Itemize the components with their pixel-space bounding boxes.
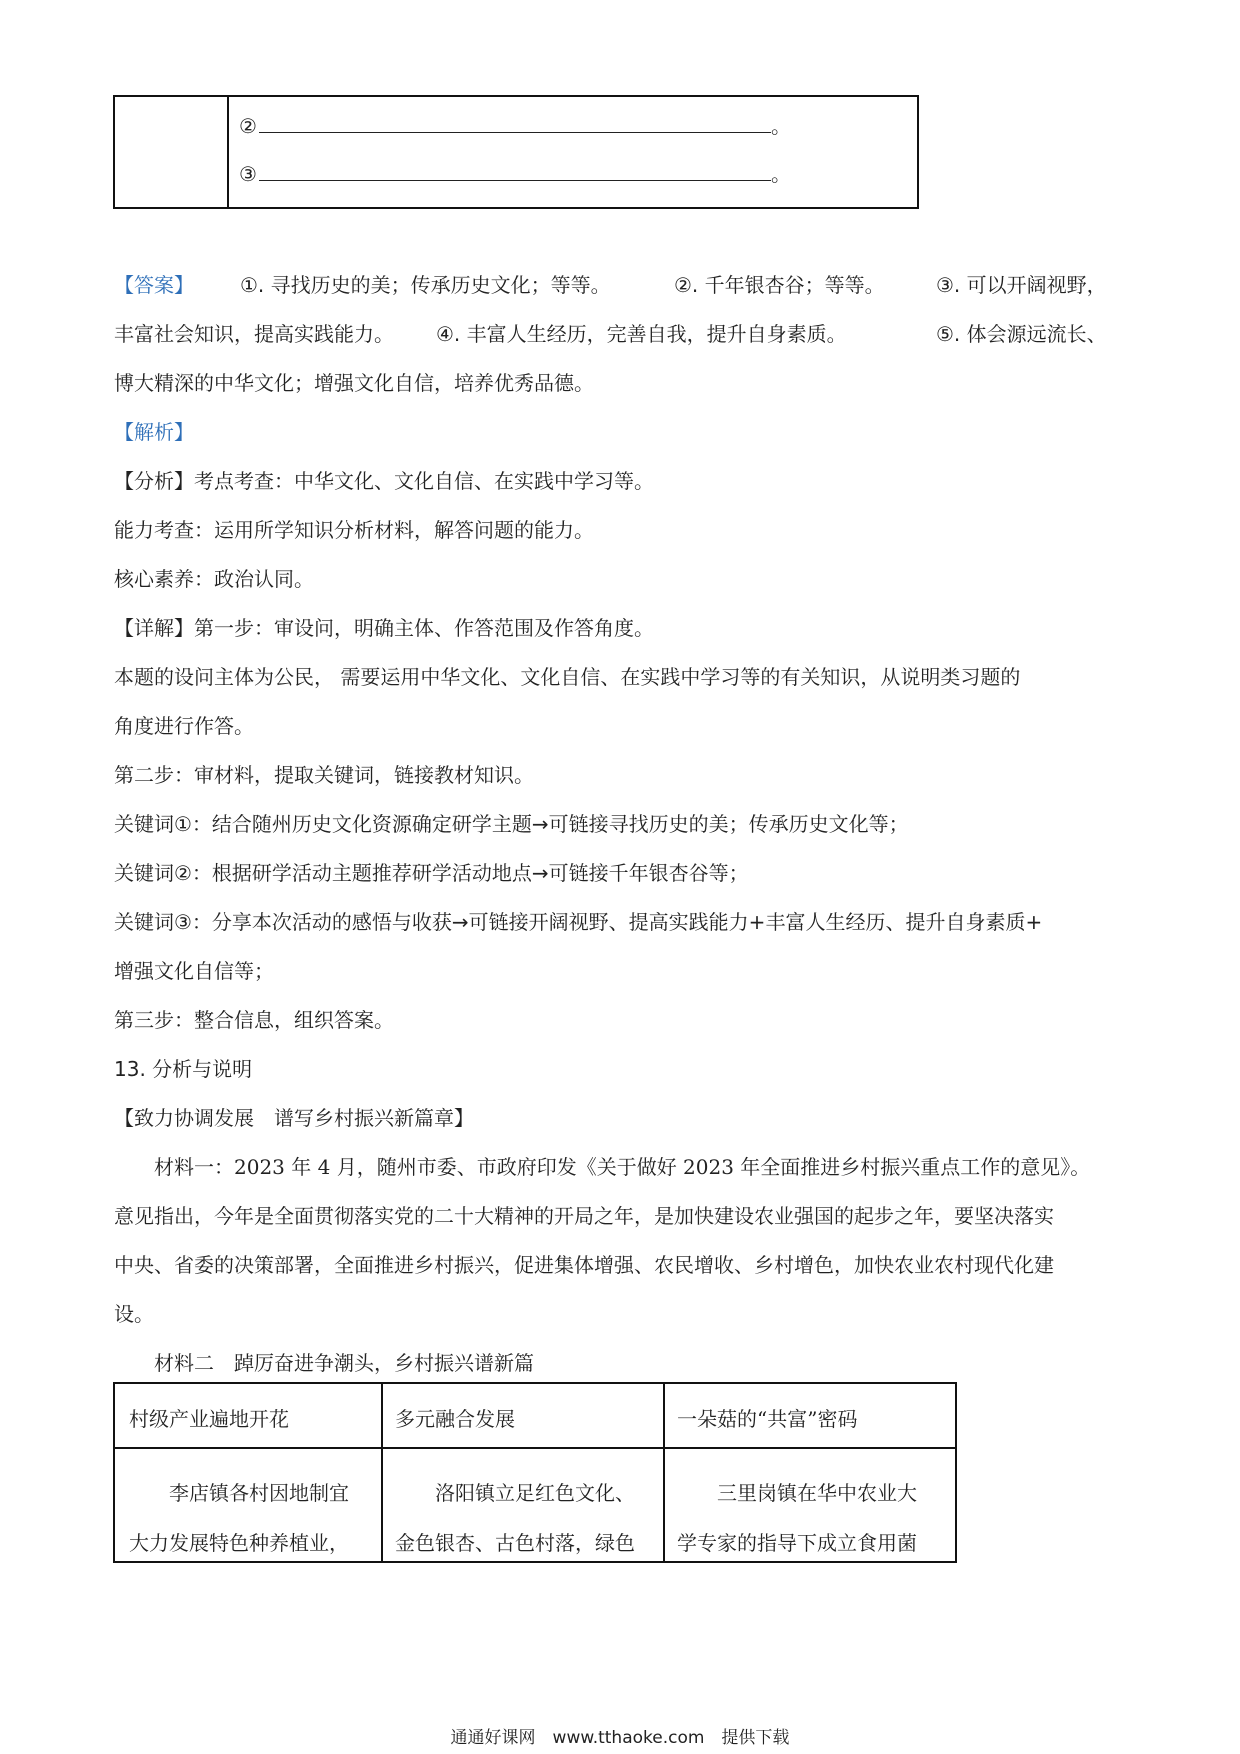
analysis-label: 【解析】 [114, 420, 194, 444]
material-1-line: 意见指出，今年是全面贯彻落实党的二十大精神的开局之年，是加快建设农业强国的起步之年，要坚决落实 [114, 1204, 1054, 1228]
table-cell: 李店镇各村因地制宜 大力发展特色种养植业， [129, 1481, 349, 1555]
analysis-line: 角度进行作答。 [114, 714, 254, 738]
analysis-line: 【分析】考点考查：中华文化、文化自信、在实践中学习等。 [114, 469, 654, 493]
row-divider [115, 1447, 955, 1449]
answer-line-1 [114, 272, 1107, 298]
material-1-line: 中央、省委的决策部署，全面推进乡村振兴，促进集体增强、农民增收、乡村增色，加快农业农村现代化建 [114, 1253, 1054, 1277]
answer-text: 丰富社会知识，提高实践能力。 [114, 322, 394, 346]
analysis-line: 增强文化自信等； [114, 959, 274, 983]
blank-underline [259, 114, 771, 133]
blank-row-2 [239, 111, 791, 141]
analysis-line: 关键词③：分享本次活动的感悟与收获→可链接开阔视野、提高实践能力+丰富人生经历、提升自身素质+ [114, 910, 1043, 934]
analysis-line: 【详解】第一步：审设问，明确主体、作答范围及作答角度。 [114, 616, 654, 640]
material-2-title: 材料二 踔厉奋进争潮头，乡村振兴谱新篇 [154, 1351, 534, 1375]
answer-line-2 [114, 321, 1107, 347]
answer-table-fragment [113, 95, 919, 209]
answer-item-3: ③. 可以开阔视野， [936, 273, 1107, 297]
analysis-line: 关键词①：结合随州历史文化资源确定研学主题→可链接寻找历史的美；传承历史文化等； [114, 812, 909, 836]
answer-item-2: ②. 千年银杏谷；等等。 [674, 273, 885, 297]
column-divider [381, 1384, 383, 1561]
analysis-line: 关键词②：根据研学活动主题推荐研学活动地点→可链接千年银杏谷等； [114, 861, 749, 885]
answer-line-3: 博大精深的中华文化；增强文化自信，培养优秀品德。 [114, 371, 594, 395]
answer-item-4: ④. 丰富人生经历，完善自我，提升自身素质。 [436, 322, 847, 346]
end-mark: 。 [770, 114, 791, 138]
question-heading: 【致力协调发展 谱写乡村振兴新篇章】 [114, 1106, 474, 1130]
blank-row-3 [239, 159, 791, 189]
material-2-table [113, 1382, 957, 1563]
analysis-line: 核心素养：政治认同。 [114, 567, 314, 591]
answer-label: 【答案】 [114, 273, 194, 297]
material-1-line: 材料一：2023 年 4 月，随州市委、市政府印发《关于做好 2023 年全面推进乡村振兴重点工作的意见》。 [154, 1155, 1091, 1179]
end-mark: 。 [770, 162, 791, 186]
analysis-line: 本题的设问主体为公民， 需要运用中华文化、文化自信、在实践中学习等的有关知识，从说明类习题的 [114, 665, 1021, 689]
blank-underline [259, 162, 771, 181]
answer-item-1: ①. 寻找历史的美；传承历史文化；等等。 [240, 273, 611, 297]
table-left-column [115, 97, 229, 207]
analysis-line: 能力考查：运用所学知识分析材料，解答问题的能力。 [114, 518, 594, 542]
material-1-line: 设。 [114, 1302, 154, 1326]
question-title: 13. 分析与说明 [114, 1057, 253, 1081]
table-header: 一朵菇的“共富”密码 [677, 1407, 858, 1431]
table-header: 多元融合发展 [395, 1407, 515, 1431]
table-header: 村级产业遍地开花 [129, 1407, 289, 1431]
answer-item-5: ⑤. 体会源远流长、 [936, 322, 1107, 346]
page-footer: 通通好课网 www.tthaoke.com 提供下载 [450, 1728, 790, 1748]
analysis-line: 第二步：审材料，提取关键词，链接教材知识。 [114, 763, 534, 787]
table-cell: 洛阳镇立足红色文化、 金色银杏、古色村落，绿色 [395, 1481, 635, 1555]
column-divider [663, 1384, 665, 1561]
analysis-line: 第三步：整合信息，组织答案。 [114, 1008, 394, 1032]
row-marker: ② [239, 114, 257, 138]
table-cell: 三里岗镇在华中农业大 学专家的指导下成立食用菌 [677, 1481, 917, 1555]
row-marker: ③ [239, 162, 257, 186]
